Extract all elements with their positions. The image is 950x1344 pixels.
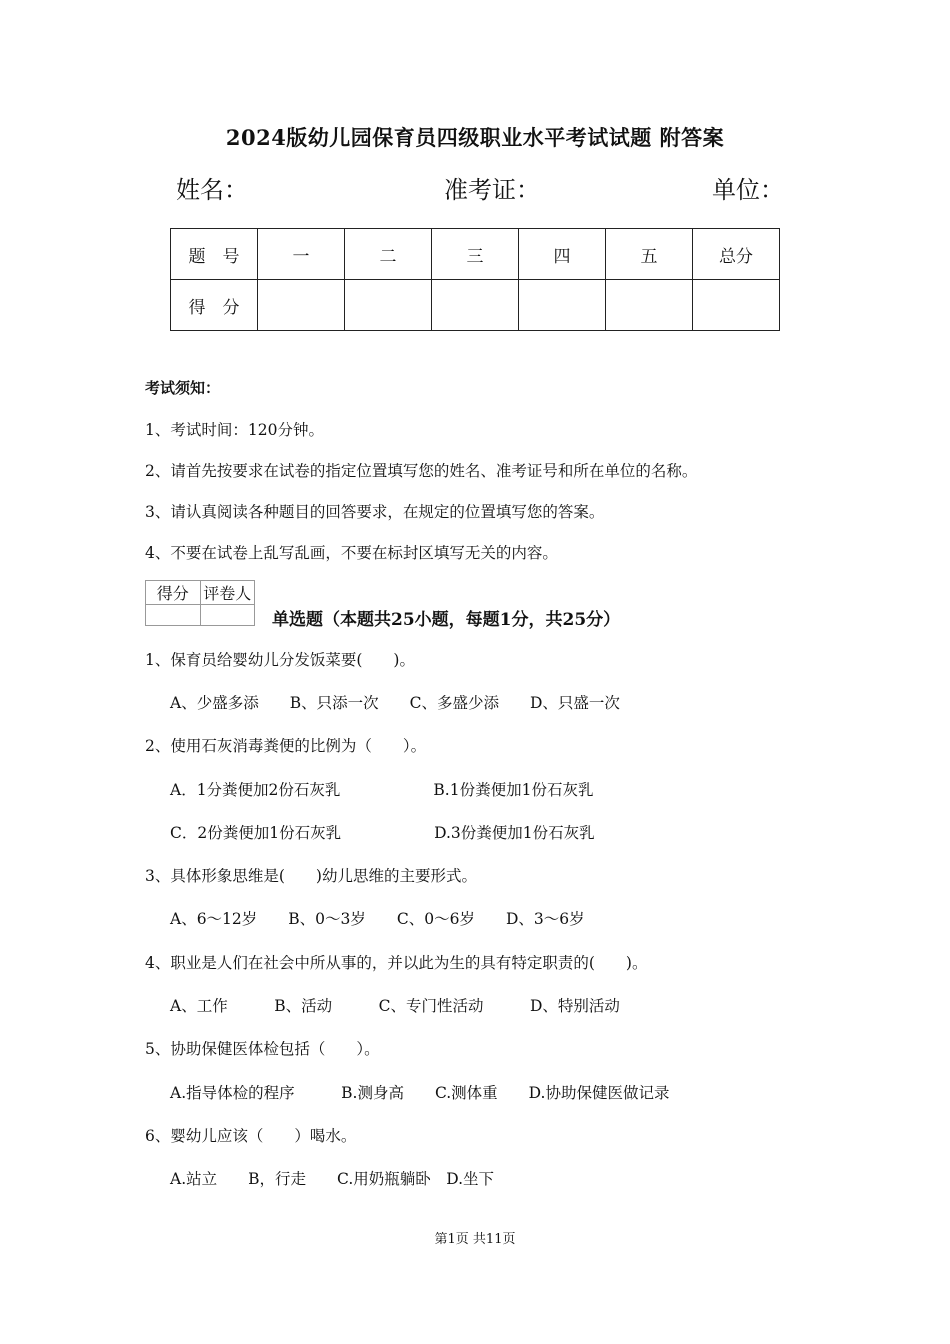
document-title: 2024版幼儿园保育员四级职业水平考试试题 附答案 xyxy=(225,125,725,150)
score-table xyxy=(170,228,780,331)
section-title: 单选题（本题共25小题，每题1分，共25分） xyxy=(272,610,621,630)
question-5-options: A.指导体检的程序 B.测身高 C.测体重 D.协助保健医做记录 xyxy=(170,1084,670,1102)
notice-item: 1、考试时间：120分钟。 xyxy=(145,421,324,439)
unit-label: 单位： xyxy=(712,176,784,204)
score-input-cell[interactable] xyxy=(606,280,693,331)
question-6-options: A.站立 B，行走 C.用奶瓶躺卧 D.坐下 xyxy=(170,1170,495,1188)
question-2-options-2: C．2份粪便加1份石灰乳 D.3份粪便加1份石灰乳 xyxy=(170,824,595,842)
notice-item: 2、请首先按要求在试卷的指定位置填写您的姓名、准考证号和所在单位的名称。 xyxy=(145,462,698,480)
name-label: 姓名： xyxy=(176,176,248,204)
score-cell: 四 xyxy=(519,229,606,280)
question-2: 2、使用石灰消毒粪便的比例为（ ）。 xyxy=(145,737,427,755)
score-input-cell[interactable] xyxy=(432,280,519,331)
question-2-options-1: A．1分粪便加2份石灰乳 B.1份粪便加1份石灰乳 xyxy=(170,781,594,799)
page-footer: 第1页 共11页 xyxy=(434,1232,516,1247)
score-cell: 一 xyxy=(258,229,345,280)
question-3: 3、具体形象思维是( )幼儿思维的主要形式。 xyxy=(145,867,477,885)
notice-item: 4、不要在试卷上乱写乱画，不要在标封区填写无关的内容。 xyxy=(145,544,558,562)
score-table-score-row xyxy=(171,280,780,331)
question-1-options: A、少盛多添 B、只添一次 C、多盛少添 D、只盛一次 xyxy=(170,694,620,712)
score-input-cell[interactable] xyxy=(258,280,345,331)
question-1: 1、保育员给婴幼儿分发饭菜要( )。 xyxy=(145,651,415,669)
notice-title: 考试须知： xyxy=(145,379,221,397)
grader-reviewer-cell[interactable] xyxy=(200,605,255,626)
question-5: 5、协助保健医体检包括（ ）。 xyxy=(145,1040,380,1058)
notice-item: 3、请认真阅读各种题目的回答要求，在规定的位置填写您的答案。 xyxy=(145,503,605,521)
grader-score-label: 得分 xyxy=(146,581,201,605)
score-table-header-row xyxy=(171,229,780,280)
question-4-options: A、工作 B、活动 C、专门性活动 D、特别活动 xyxy=(170,997,620,1015)
score-input-cell[interactable] xyxy=(345,280,432,331)
score-cell: 二 xyxy=(345,229,432,280)
question-3-options: A、6～12岁 B、0～3岁 C、0～6岁 D、3～6岁 xyxy=(170,910,585,928)
score-cell: 五 xyxy=(606,229,693,280)
score-input-cell[interactable] xyxy=(693,280,780,331)
score-cell: 总分 xyxy=(693,229,780,280)
grader-score-cell[interactable] xyxy=(146,605,201,626)
score-input-cell[interactable] xyxy=(519,280,606,331)
question-4: 4、职业是人们在社会中所从事的，并以此为生的具有特定职责的( )。 xyxy=(145,954,648,972)
question-6: 6、婴幼儿应该（ ）喝水。 xyxy=(145,1127,357,1145)
grader-reviewer-label: 评卷人 xyxy=(200,581,255,605)
grader-table xyxy=(145,580,255,626)
score-cell: 三 xyxy=(432,229,519,280)
exam-id-label: 准考证： xyxy=(444,176,540,204)
score-cell: 题 号 xyxy=(171,229,258,280)
score-cell: 得 分 xyxy=(171,280,258,331)
